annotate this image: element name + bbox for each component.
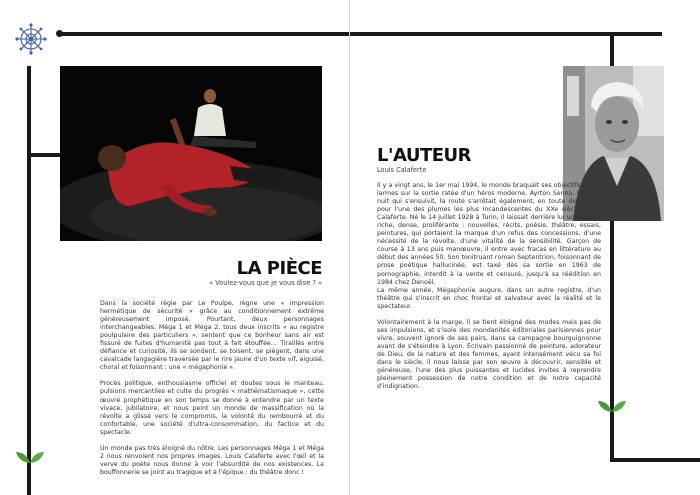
author-paragraph: Il y a vingt ans, le 1er mai 1994, le monde braquait ses objectifs et ses larmes sur la sortie ratée d'un héros moderne, Ayrton Senna. Dans la nuit qui s'ensuivit, la route s'arrêtait également, en toute discrétion, pour l'une des plumes les plus incandescentes du XXe siècle, Louis Calaferte. Né le 14 juillet 1928 à Turin, il laissait derrière lui une œuvre riche, dense, proliférante : nouvelles, récits, poésie, théâtre, essais, peintures, qui portaient la marque d'un refus des concessions, d'une nécessité de la révolte, d'une vitalité de la sensibilité. Garçon de course à 13 ans puis manœuvre, il entre avec fracas en littérature au début des années 50. Son tonitruant roman Septentrion, foisonnant de prose poétique hallucinée, est taxé dès sa sortie en 1963 de pornographie, interdit à la vente et censuré, jusqu'à sa réédition en 1984 chez Denoël. — [377, 182, 601, 286]
top-rule — [350, 32, 662, 36]
top-rule — [60, 32, 350, 36]
piece-text — [100, 300, 324, 485]
author-subtitle: Louis Calaferte — [377, 166, 427, 174]
leaf-sprout-icon — [596, 395, 628, 413]
bottom-right-rule — [610, 458, 700, 462]
rule-end-dot — [56, 30, 63, 37]
leaf-sprout-icon — [14, 446, 46, 464]
author-paragraph: La même année, Mégaphonie augure, dans un autre registre, d'un théâtre qui s'inscrit en choc frontal et salvateur avec la réalité et le spectateur. — [377, 286, 601, 310]
author-text — [377, 182, 601, 399]
left-vertical-rule — [27, 66, 31, 495]
piece-paragraph: Un monde pas très éloigné du nôtre. Les personnages Méga 1 et Méga 2 nous renvoient nos propres images. Louis Calaferte avec l'œil et la verve du poète nous donne à voir l'absurdité de nos existences. La bouffonnerie se joint au tragique et à l'épique : du théâtre donc ! — [100, 444, 324, 476]
piece-title: LA PIÈCE — [236, 258, 322, 279]
right-page — [350, 0, 700, 495]
piece-subtitle: « Voulez-vous que je vous dise ? » — [209, 279, 322, 287]
author-title: L'AUTEUR — [377, 145, 472, 166]
author-paragraph: Volontairement à la marge, il se tient éloigné des modes mais pas de ses impulsions, et s'isole des mondanités éditoriales parisiennes pour vivre, souvent ignoré de ses pairs, dans sa campagne bourguignonne avant de s'éteindre à Lyon. Écrivain passionné de peinture, adorateur de Dieu, de la nature et des femmes, ayant intensément vécu sa foi dans le siècle, il nous laisse par son œuvre à découvrir, sensible et généreuse, l'une des plus puissantes et lucides invites à reprendre pleinement possession de notre condition et de notre capacité d'indignation. — [377, 318, 601, 391]
piece-paragraph: Dans la société régie par Le Poulpe, règne une « impression hermétique de sécurité » grâce au conditionnement extrême généreusement imposé. Pourtant, deux personnages interchangeables, Méga 1 et Méga 2, tous deux inscrits « au registre poulpulaire des particuliers », sentent que ce bonheur sans air est fissuré de fuites d'humanité pas tout à fait étouffée… Tiraillés entre défiance et curiosité, ils se sondent, se toisent, se piègent, dans une cavalcade langagière traversée par le rire jaune d'un texte vif, aiguisé, choral et foisonnant : une « mégaphonie ». — [100, 300, 324, 372]
piece-paragraph: Procès politique, enthousiasme officiel et doutes sous le manteau, pulsions mercantiles et culte du progrès « mathématismaque », cette œuvre prophétique en son temps se donne à entendre par un texte vivace, jubilatoire, et nous peint un monde de massification où la révolte a glissé vers le compromis, la volonté du rembourré et du confortable, une société d'ultra-consommation, du factice et du spectacle. — [100, 380, 324, 436]
stage-photo — [60, 66, 322, 241]
connector-rule — [27, 153, 60, 157]
snowflake-logo-icon — [14, 22, 48, 56]
